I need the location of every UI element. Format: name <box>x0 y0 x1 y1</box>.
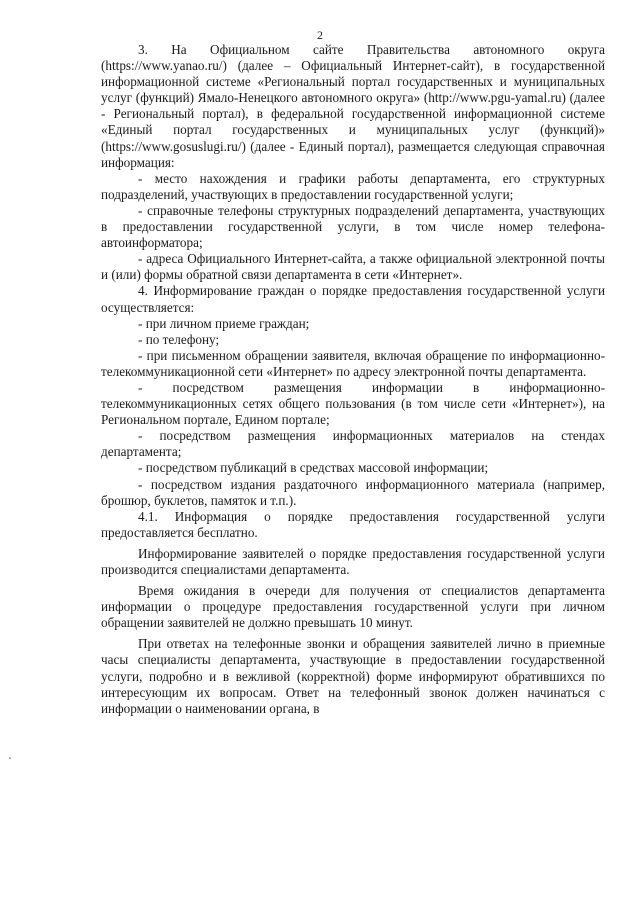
paragraph-item-4-1: 4.1. Информация о порядке предоставления государственной услуги предоставляется бесплатно. <box>101 508 605 540</box>
page-number: 2 <box>317 28 323 42</box>
bullet-info-stands: - посредством размещения информационных материалов на стендах департамента; <box>101 428 605 460</box>
bullet-mass-media: - посредством публикаций в средствах массовой информации; <box>138 460 489 476</box>
paragraph-phone-answers: При ответах на телефонные звонки и обращения заявителей лично в приемные часы специалисты департамента, участвующие в предоставлении государственной услуги, подробно и в вежливой (корректной) форме информируют обратившихся по интересующим их вопросам. Ответ на телефонный звонок должен начинаться с информации о наименовании органа, в <box>101 636 605 716</box>
bullet-personal-reception: - при личном приеме граждан; <box>138 315 310 331</box>
bullet-handout-materials: - посредством издания раздаточного информационного материала (например, брошюр, буклетов, памяток и т.п.). <box>101 476 605 508</box>
bullet-location-schedule: - место нахождения и графики работы департамента, его структурных подразделений, участвующих в предоставлении государственной услуги; <box>101 170 605 202</box>
bullet-by-phone: - по телефону; <box>138 331 220 347</box>
paragraph-item-3: 3. На Официальном сайте Правительства автономного округа (https://www.yanao.ru/) (далее – Официальный Интернет-сайт), в государственной информационной системе «Региональный портал государственных и муниципальных услуг (функций) Ямало-Ненецкого автономного округа» (http://www.pgu-yamal.ru) (далее - Региональный портал), в федеральной государственной информационной системе «Единый портал государственных и муниципальных услуг (функций)» (https://www.gosuslugi.ru/) (далее - Единый портал), размещается следующая справочная информация: <box>101 42 605 170</box>
bullet-written-request: - при письменном обращении заявителя, включая обращение по информационно-телекоммуникационной сети «Интернет» по адресу электронной почты департамента. <box>101 347 605 379</box>
document-body <box>101 42 605 717</box>
bullet-website-addresses: - адреса Официального Интернет-сайта, а также официальной электронной почты и (или) формы обратной связи департамента в сети «Интернет». <box>101 251 605 283</box>
paragraph-waiting-time: Время ожидания в очереди для получения от специалистов департамента информации о процедуре предоставления государственной услуги при личном обращении заявителей не должно превышать 10 минут. <box>101 583 605 631</box>
paragraph-informing-specialists: Информирование заявителей о порядке предоставления государственной услуги производится специалистами департамента. <box>101 545 605 577</box>
bullet-reference-phones: - справочные телефоны структурных подразделений департамента, участвующих в предоставлении государственной услуги, в том числе номер телефона-автоинформатора; <box>101 202 605 251</box>
paragraph-item-4: 4. Информирование граждан о порядке предоставления государственной услуги осуществляется: <box>101 283 605 315</box>
bullet-telecom-networks: - посредством размещения информации в информационно-телекоммуникационных сетях общего пользования (в том числе сети «Интернет»), на Региональном портале, Едином портале; <box>101 379 605 428</box>
scan-speck <box>9 757 11 759</box>
